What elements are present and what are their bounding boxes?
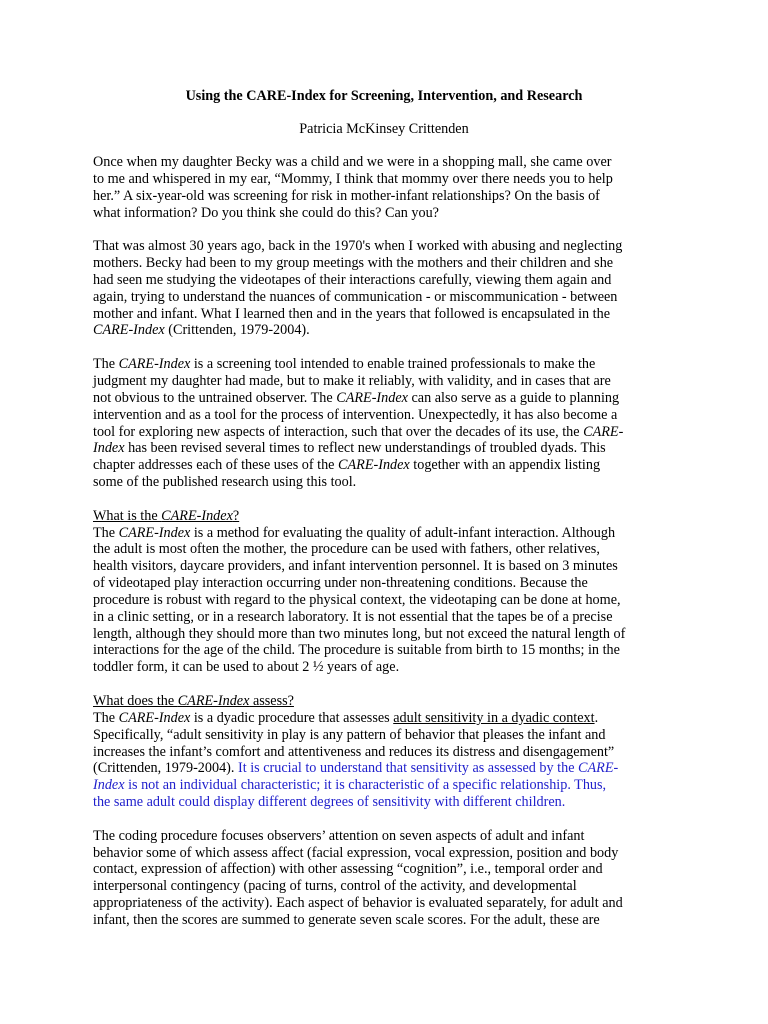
- text-run: length, although they should more than two minutes long, but not exceed the natural length of: [93, 625, 626, 642]
- text-line: [93, 306, 683, 323]
- text-run: The coding procedure focuses observers’ attention on seven aspects of adult and infant: [93, 827, 585, 844]
- text-line: [93, 727, 683, 744]
- text-run: procedure is robust with regard to the physical context, the videotaping can be done at home,: [93, 591, 621, 608]
- underlined-text: assess?: [249, 693, 294, 709]
- text-run: That was almost 30 years ago, back in the 1970's when I worked with abusing and neglecting: [93, 238, 623, 255]
- italic-text: Index: [93, 440, 125, 457]
- text-line: [93, 744, 683, 761]
- text-line: [93, 895, 683, 912]
- text-run: The: [93, 524, 119, 541]
- text-run: to me and whispered in my ear, “Mommy, I think that mommy over there needs you to help: [93, 170, 613, 187]
- text-run: what information? Do you think she could do this? Can you?: [93, 204, 439, 221]
- text-line: [93, 878, 683, 895]
- text-line: [93, 592, 683, 609]
- text-run: interpersonal contingency (pacing of turns, control of the activity, and developmental: [93, 878, 577, 895]
- text-run: chapter addresses each of these uses of the: [93, 457, 339, 474]
- italic-text: CARE-Index: [118, 709, 191, 726]
- text-line: [93, 390, 683, 407]
- italic-text: CARE-: [583, 423, 624, 440]
- text-line: [93, 440, 683, 457]
- text-run: her.” A six-year-old was screening for risk in mother-infant relationships? On the basis of: [93, 187, 600, 204]
- underlined-text: What is the: [93, 507, 162, 524]
- text-run: behavior some of which assess affect (facial expression, vocal expression, position and body: [93, 844, 619, 861]
- italic-text: CARE-Index: [118, 524, 191, 541]
- text-line: [93, 188, 683, 205]
- underlined-text: CARE-Index: [177, 693, 250, 709]
- text-line: [93, 424, 683, 441]
- text-line: [93, 525, 683, 542]
- text-line: [93, 154, 683, 171]
- underlined-text: ?: [232, 507, 240, 524]
- italic-text: CARE-: [578, 760, 619, 777]
- underlined-text: CARE-Index: [161, 507, 233, 524]
- text-line: [93, 558, 683, 575]
- text-run: mother and infant. What I learned then and in the years that followed is encapsulated in the: [93, 305, 611, 322]
- text-run: interactions for the age of the child. The procedure is suitable from birth to 15 months; in the: [93, 642, 620, 659]
- text-run: tool for exploring new aspects of interaction, such that over the decades of its use, the: [93, 423, 584, 440]
- text-run: mothers. Becky had been to my group meetings with the mothers and their children and she: [93, 255, 614, 272]
- text-line: [93, 356, 683, 373]
- text-run: Specifically, “adult sensitivity in play is any pattern of behavior that pleases the infant and: [93, 726, 606, 743]
- text-line: [93, 861, 683, 878]
- text-line: [93, 272, 683, 289]
- text-run: is a screening tool intended to enable trained professionals to make the: [190, 356, 596, 373]
- text-run: health visitors, daycare providers, and infant intervention personnel. It is based on 3 minutes: [93, 558, 618, 575]
- text-line: [93, 828, 683, 845]
- text-run: has been revised several times to reflect new understandings of troubled dyads. This: [124, 440, 606, 457]
- text-line: [93, 760, 683, 777]
- text-run: intervention and as a tool for the process of intervention. Unexpectedly, it has also become a: [93, 406, 618, 423]
- text-line: [93, 642, 683, 659]
- text-run: in a clinic setting, or in a research laboratory. It is not essential that the tapes be of a precise: [93, 608, 613, 625]
- italic-text: Index: [93, 777, 125, 794]
- italic-text: CARE-Index: [338, 457, 410, 474]
- text-run: is a method for evaluating the quality of adult-infant interaction. Although: [190, 524, 616, 541]
- text-run: infant, then the scores are summed to generate seven scale scores. For the adult, these are: [93, 911, 600, 928]
- text-run: again, trying to understand the nuances of communication - or miscommunication - between: [93, 288, 618, 305]
- text-line: [93, 626, 683, 643]
- document-author: Patricia McKinsey Crittenden: [299, 121, 469, 137]
- text-run: of videotaped play interaction occurring under non-threatening conditions. Because the: [93, 575, 588, 592]
- text-run: had seen me studying the videotapes of their interactions carefully, viewing them again and: [93, 271, 612, 288]
- text-line: [93, 457, 683, 474]
- text-run: (Crittenden, 1979-2004).: [93, 760, 238, 777]
- text-line: [93, 322, 683, 339]
- paragraph: [93, 508, 683, 676]
- text-line: [93, 407, 683, 424]
- document-title: Using the CARE-Index for Screening, Intervention, and Research: [185, 88, 583, 104]
- underlined-text: adult sensitivity in a dyadic context: [393, 709, 595, 726]
- text-run: increases the infant’s comfort and attentiveness and reduces its distress and disengagement”: [93, 743, 615, 760]
- paragraph: [93, 356, 683, 491]
- text-line: [93, 693, 683, 710]
- text-run: The: [93, 356, 119, 373]
- text-run: together with an appendix listing: [409, 457, 601, 474]
- italic-text: CARE-Index: [118, 356, 191, 373]
- text-line: [93, 710, 683, 727]
- text-line: [93, 575, 683, 592]
- paragraph: [93, 693, 683, 811]
- text-line: [93, 777, 683, 794]
- text-line: [93, 659, 683, 676]
- text-line: [93, 912, 683, 929]
- italic-text: CARE-Index: [336, 389, 408, 406]
- text-line: [93, 474, 683, 491]
- text-run: not obvious to the untrained observer. The: [93, 389, 337, 406]
- text-line: [93, 205, 683, 222]
- document-body: [93, 154, 683, 946]
- text-run: is a dyadic procedure that assesses: [190, 709, 394, 726]
- text-line: [93, 373, 683, 390]
- text-line: [93, 541, 683, 558]
- paragraph: [93, 238, 683, 339]
- text-run: judgment my daughter had made, but to make it reliably, with validity, and in cases that are: [93, 372, 611, 389]
- text-run: the same adult could display different degrees of sensitivity with different children.: [93, 794, 566, 811]
- text-run: (Crittenden, 1979-2004).: [164, 322, 310, 339]
- text-run: the adult is most often the mother, the procedure can be used with fathers, other relatives,: [93, 541, 600, 558]
- text-run: The: [93, 709, 119, 726]
- text-line: [93, 794, 683, 811]
- text-run: can also serve as a guide to planning: [407, 389, 620, 406]
- text-run: .: [594, 709, 599, 726]
- text-line: [93, 508, 683, 525]
- text-run: some of the published research using this tool.: [93, 474, 357, 491]
- text-line: [93, 171, 683, 188]
- text-run: It is crucial to understand that sensitivity as assessed by the: [238, 760, 579, 777]
- paragraph: [93, 154, 683, 221]
- text-run: Once when my daughter Becky was a child and we were in a shopping mall, she came over: [93, 154, 612, 170]
- text-run: appropriateness of the activity). Each aspect of behavior is evaluated separately, for adult and: [93, 895, 623, 912]
- italic-text: CARE-Index: [93, 322, 165, 339]
- paragraph: [93, 828, 683, 929]
- text-line: [93, 845, 683, 862]
- text-line: [93, 289, 683, 306]
- text-run: is not an individual characteristic; it is characteristic of a specific relationship. Thus,: [124, 777, 607, 794]
- text-run: contact, expression of affection) with other assessing “cognition”, i.e., temporal order and: [93, 861, 603, 878]
- text-line: [93, 238, 683, 255]
- underlined-text: What does the: [93, 693, 178, 709]
- text-line: [93, 609, 683, 626]
- text-line: [93, 255, 683, 272]
- text-run: toddler form, it can be used to about 2 ½ years of age.: [93, 659, 400, 676]
